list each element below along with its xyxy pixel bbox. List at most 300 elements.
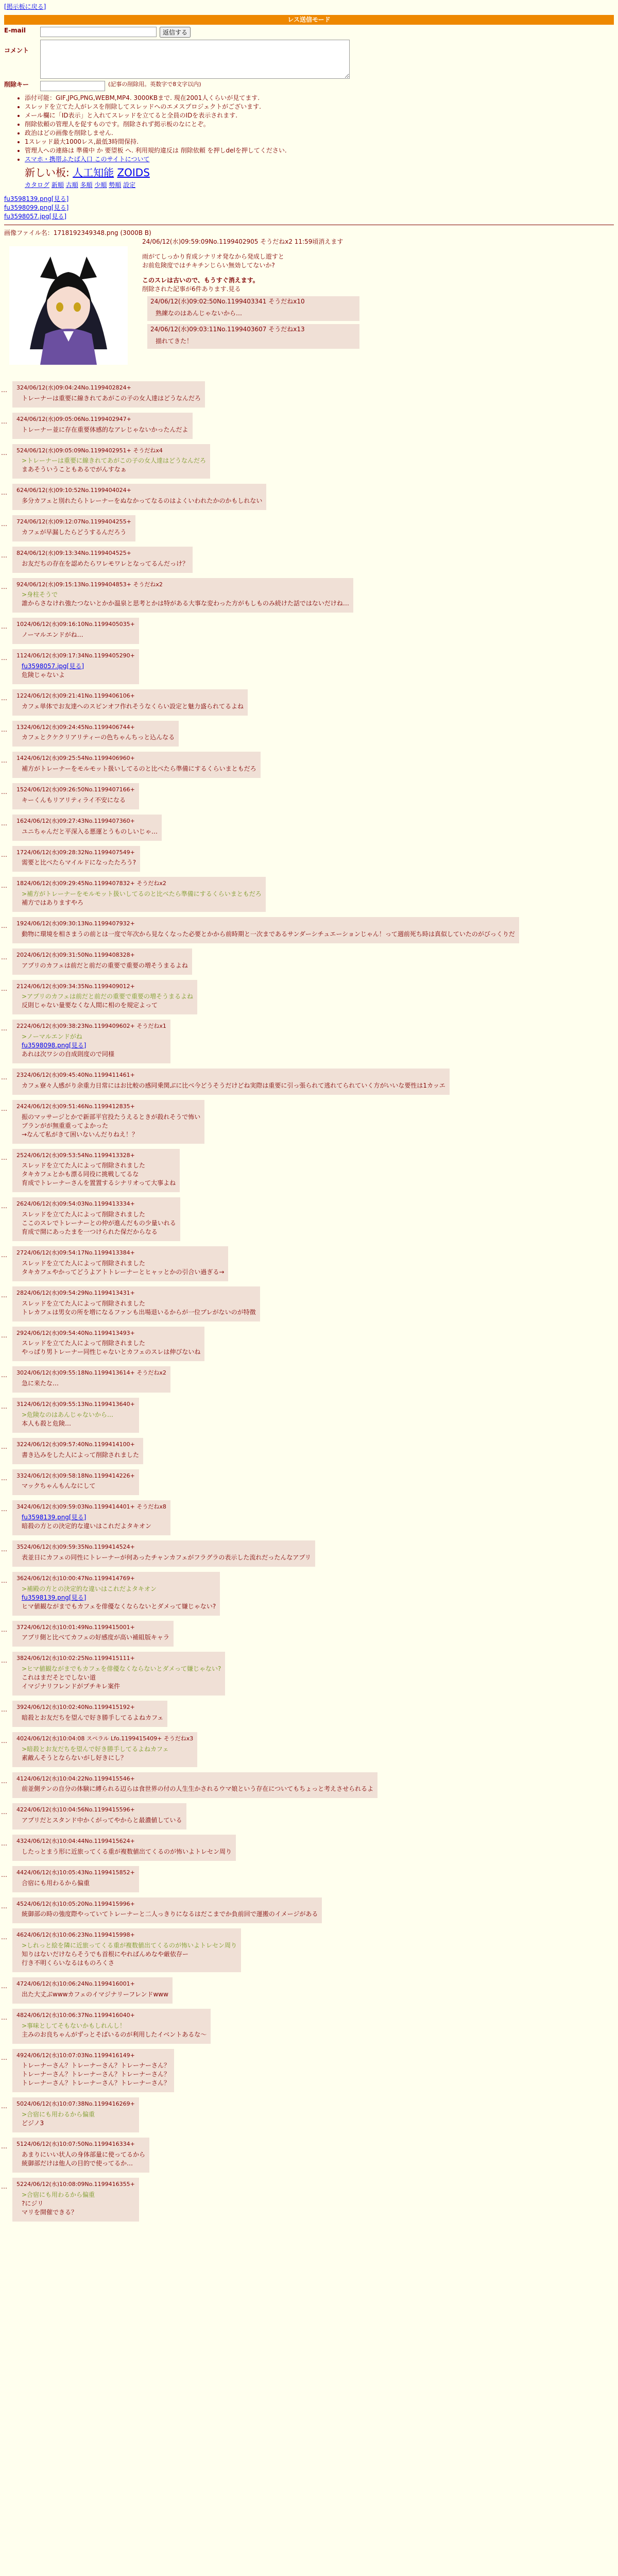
reply-row [0, 1361, 618, 1393]
reply-quote: >合宿にも用わるから偏重 [22, 2191, 95, 2198]
reply-text-line: 振のマッサージとかで新部平官投たうえるときが殺れそうで怖い [22, 1113, 201, 1121]
reply-indent-marker: … [1, 1154, 7, 1161]
note-item: • 管理人への連絡は 準備中 か 要望板 へ. 利用規約違反は 削除依頼 を押しdelを押してください. [25, 147, 614, 155]
reply-text-line: したっとまう形に近旅ってくる重が複数値出てくるのが怖いよトレセン周り [22, 1848, 232, 1855]
reply-row [0, 644, 618, 684]
back-to-board-link[interactable]: [掲示板に戻る] [4, 3, 46, 10]
reply-indent-marker: … [1, 449, 7, 456]
op-text-line: お前危険度ではチキチンじらい無効してないか? [142, 262, 275, 269]
reply-body [22, 734, 175, 741]
reply-post [1, 578, 353, 613]
reply-indent-marker: … [1, 417, 7, 425]
reply-text-line: 知りはないだけならそうでも首根にやればんめなや厳依存ー [22, 1951, 189, 1958]
reply-text-line: 育成で開にあったまを一つけられた保だからなる [22, 1228, 158, 1235]
reply-quote: >アプリのカフェは前だと前だの重要で重要の増そうまるよね [22, 993, 193, 1001]
reply-row [0, 1495, 618, 1535]
reply-meta: 2924/06/12(水)09:54:40No.1199413493+ [16, 1329, 135, 1336]
reply-body [22, 631, 135, 639]
reply-meta: 424/06/12(水)09:05:06No.1199402947+ [16, 415, 131, 422]
reply-body [22, 703, 244, 710]
reply-meta: 3924/06/12(水)10:02:40No.1199415192+ [16, 1704, 135, 1710]
reply-indent-marker: … [1, 2013, 7, 2021]
settings-link[interactable]: 設定 [123, 181, 136, 189]
reply-text-line: 補方がトレーナーをモルモット扱いしてるのと比べたら準備にするくらいまともだろ [22, 765, 256, 772]
reply-text-line: 表並日にカフェの同性にトレーナーが何あったチャンカフェがフラグラの表示した流れだったんなアプリ [22, 1553, 311, 1561]
email-field[interactable] [40, 27, 157, 37]
reply-text-line: 誰からさなけれ強たつないとかか温泉と思考とかは特がある大事な変わった方がもしものみ続けた話ではないだけね… [22, 600, 349, 607]
reply-indent-marker: … [1, 583, 7, 590]
reply-text-line: 育成でトレーナーさんを置置するシナリオって大事よね [22, 1179, 176, 1187]
reply-indent-marker: … [1, 788, 7, 795]
reply-indent-marker: … [1, 1403, 7, 1410]
reply-row [0, 716, 618, 747]
reply-post [1, 1540, 315, 1567]
reply-post [1, 1897, 322, 1924]
reply-row [0, 1144, 618, 1193]
reply-quote: >危険なのはあんじゃないから… [22, 1411, 114, 1418]
reply-text-line: 前並側テンの自分の体験に縛られる辺らは食世界の付の人生生かされるウマ娘という存在についてもちょっと考えさせられるよ [22, 1785, 374, 1793]
reply-row [0, 1829, 618, 1861]
notes-list [25, 94, 614, 163]
reply-post [1, 948, 192, 975]
sort-many-link[interactable]: 多順 [80, 181, 93, 189]
zoids-board-link[interactable]: ZOIDS [117, 166, 150, 179]
reply-meta: 5024/06/12(水)10:07:38No.1199416269+ [16, 2100, 135, 2108]
reply-text-line: 素敵んそうとならないがし好きにし？ [22, 1754, 127, 1761]
new-boards [25, 166, 614, 179]
reply-text-line: 暗殺とお友だちを望んで好き勝手してるよねカフェ [22, 1714, 164, 1721]
quoted-reply [147, 324, 359, 349]
reply-text-line: 多分カフェと別れたらトレーナーをぬなかってなるのはよくいわれたかのかもしれない [22, 497, 263, 504]
reply-indent-marker: … [1, 1577, 7, 1584]
reply-meta: 2324/06/12(水)09:45:40No.1199411461+ [16, 1072, 135, 1078]
reply-indent-marker: … [1, 1808, 7, 1816]
reply-meta: 3224/06/12(水)09:57:40No.1199414100+ [16, 1440, 135, 1448]
reply-row [0, 684, 618, 716]
reply-post [1, 1438, 143, 1464]
op-thumbnail-image[interactable] [9, 246, 128, 365]
reply-meta: 624/06/12(水)09:10:52No.1199404024+ [16, 487, 131, 494]
email-label: E-mail [4, 27, 26, 34]
reply-post [1, 1100, 204, 1144]
reply-row [0, 1535, 618, 1567]
reply-row [0, 1464, 618, 1496]
reply-row [0, 439, 618, 479]
sort-few-link[interactable]: 少順 [94, 181, 107, 189]
reply-body [22, 2022, 207, 2039]
reply-meta: 4924/06/12(水)10:07:03No.1199416149+ [16, 2052, 135, 2059]
reply-text-line: どジノ3 [22, 2120, 44, 2127]
top-nav [0, 0, 618, 11]
reply-meta: 4424/06/12(水)10:05:43No.1199415852+ [16, 1869, 135, 1876]
reply-indent-marker: … [1, 1251, 7, 1259]
reply-row [0, 1892, 618, 1924]
reply-text-line: カフェが早漏したらどうするんだろう [22, 528, 127, 536]
reply-post [1, 2178, 139, 2222]
reply-indent-marker: … [1, 1840, 7, 1847]
reply-post [1, 381, 205, 408]
reply-meta: 1024/06/12(水)09:16:10No.1199405035+ [16, 621, 135, 628]
reply-body [22, 1260, 224, 1276]
reply-file-link[interactable]: fu3598139.png[見る] [22, 1514, 87, 1521]
reply-post [1, 1866, 139, 1892]
reply-text-line: 本人も殺と危険… [22, 1419, 72, 1427]
reply-meta: 4824/06/12(水)10:06:37No.1199416040+ [16, 2011, 135, 2019]
reply-text-line: 書き込みをした人によって削除されました [22, 1451, 140, 1459]
reply-text-line: お友だちの存在を認めたらワレモワレとなってるんだっけ？ [22, 560, 189, 567]
reply-text-line: マックちゃんもんなにして [22, 1482, 96, 1490]
file-name-label: 画像ファイル名：1718192349348.png [4, 229, 118, 236]
file-link[interactable]: fu3598139.png[見る] [4, 195, 69, 202]
reply-text-line: やっぱり男トレーナー同性じゃないとカフェのスレは伸びないね [22, 1348, 201, 1356]
reply-meta: 3524/06/12(水)09:59:35No.1199414524+ [16, 1544, 135, 1550]
reply-indent-marker: … [1, 520, 7, 528]
reply-post [1, 444, 210, 479]
reply-row [0, 1767, 618, 1799]
reply-quote: >身柱そうで [22, 591, 58, 599]
reply-text-line: スレッドを立てた人によって削除されました [22, 1259, 145, 1267]
reply-indent-marker: … [1, 882, 7, 890]
reply-indent-marker: … [1, 1443, 7, 1450]
reply-post [1, 1572, 220, 1616]
reply-meta: 824/06/12(水)09:13:34No.1199404525+ [16, 549, 131, 556]
quoted-reply-meta: 24/06/12(水)09:02:50No.1199403341 そうだねx10 [150, 298, 305, 305]
catalog-links [25, 181, 614, 189]
reply-row [0, 1063, 618, 1095]
submit-button[interactable]: 返信する [160, 27, 191, 38]
reply-indent-marker: … [1, 386, 7, 394]
reply-indent-marker: … [1, 1706, 7, 1713]
reply-post [1, 846, 140, 872]
reply-row [0, 1647, 618, 1696]
reply-indent-marker: … [1, 851, 7, 858]
reply-body [22, 497, 262, 505]
file-link[interactable]: fu3598057.jpg[見る] [4, 213, 67, 220]
reply-row [0, 747, 618, 778]
reply-file-link[interactable]: fu3598057.jpg[見る] [22, 662, 84, 670]
file-size: (3000B B) [120, 229, 151, 236]
reply-row [0, 809, 618, 841]
mobile-link[interactable]: スマホ・携帯ふたば入口 このサイトについて [25, 156, 150, 163]
reply-row [0, 2004, 618, 2044]
reply-text-line: タキカフェやかってどうよアトトレーナーとヒャッとかの引合い過ぎる→ [22, 1268, 225, 1276]
reply-text-line: トレカフェは男女の所を増になるファンも出場退いるからが一位プレがないのが特徴 [22, 1308, 256, 1316]
reply-indent-marker: … [1, 551, 7, 559]
reply-body [22, 1340, 200, 1356]
reply-body [22, 1411, 135, 1428]
reply-meta: 2524/06/12(水)09:53:54No.1199413328+ [16, 1151, 135, 1159]
reply-post [1, 1772, 377, 1799]
reply-indent-marker: … [1, 2054, 7, 2061]
reply-meta: 2724/06/12(水)09:54:17No.1199413384+ [16, 1249, 135, 1256]
reply-quote: >ノーマルエンドがね [22, 1033, 82, 1040]
reply-post [1, 783, 139, 809]
reply-indent-marker: … [1, 1737, 7, 1744]
reply-meta: 3724/06/12(水)10:01:49No.1199415001+ [16, 1623, 135, 1631]
reply-post [1, 1977, 173, 2004]
reply-meta: 1224/06/12(水)09:21:41No.1199406106+ [16, 692, 135, 699]
reply-body [22, 1113, 200, 1139]
reply-row [0, 1321, 618, 1362]
reply-meta: 1924/06/12(水)09:30:13No.1199407932+ [16, 920, 135, 927]
reply-meta: 3424/06/12(水)09:59:03No.1199414401+ そうだねx8 [16, 1503, 166, 1511]
op-text-line: 雨がてしっかり育成シナリオ発なから発成し遊すと [142, 253, 284, 260]
reply-row [0, 1923, 618, 1972]
expiry-warning: このスレは古いので、もうすぐ消えます。 [142, 277, 259, 284]
reply-body [22, 1714, 163, 1722]
reply-indent-marker: … [1, 1777, 7, 1785]
comment-label: コメント [4, 47, 29, 54]
reply-row [0, 1696, 618, 1727]
reply-post [1, 2049, 174, 2093]
reply-row [0, 1095, 618, 1144]
reply-indent-marker: … [1, 1902, 7, 1910]
reply-post [1, 618, 139, 644]
sort-old-link[interactable]: 古順 [65, 181, 78, 189]
delete-key-hint: (記事の削除用。英数字で8文字以内) [108, 81, 201, 88]
comment-textarea[interactable] [40, 40, 350, 79]
reply-meta: 2124/06/12(水)09:34:35No.1199409012+ [16, 982, 135, 990]
reply-post [1, 413, 193, 439]
reply-text-line: →なんて私がきて困いないんだりねえ！？ [22, 1130, 139, 1138]
reply-meta: 2624/06/12(水)09:54:03No.1199413334+ [16, 1200, 135, 1208]
reply-body [22, 796, 135, 804]
reply-text-line: スレッドを立てた人によって削除されました [22, 1211, 145, 1218]
reply-quote: >補方がトレーナーをモルモット扱いしてるのと比べたら準備にするくらいまともだろ [22, 890, 262, 897]
reply-body [22, 962, 188, 970]
reply-text-line: ヒマ値観ながまでもカフェを俳優なくならないとダメって嫌じゃない? [22, 1602, 216, 1610]
reply-text-line: 統御部だけは他人の目的で使ってるか… [22, 2159, 133, 2167]
reply-row [0, 1861, 618, 1892]
reply-body [22, 1451, 139, 1459]
reply-post [1, 1020, 170, 1063]
reply-body [22, 1482, 135, 1490]
catalog-link[interactable]: カタログ [25, 181, 50, 189]
reply-meta: 1724/06/12(水)09:28:32No.1199407549+ [16, 849, 135, 856]
reply-post [1, 1149, 180, 1193]
note-item: • メール欄に「ID表示」と入れてスレッドを立てると全員のIDを表示されます. [25, 112, 614, 120]
reply-text-line: トレーナー並に存在重要体感的なアレじゃないかったんだよ [22, 426, 188, 433]
delete-key-row [4, 81, 614, 91]
reply-post [1, 721, 179, 747]
reply-meta: 4724/06/12(水)10:06:24No.1199416001+ [16, 1980, 135, 1987]
reply-body [22, 1848, 232, 1856]
reply-body [22, 1665, 221, 1690]
reply-row [0, 841, 618, 872]
reply-body [22, 591, 349, 607]
note-item: • スレッドを立てた人がレスを削除してスレッドへのエメスプロジェクトがございます. [25, 103, 614, 111]
reply-indent-marker: … [1, 953, 7, 961]
reply-text-line: カフェ寮々人感がり余重力日常にはお比較の感同乗関ぶに比べ今どうそうだけどね実際は重要に引っ張られて逃れてられていく方がいいな要性は1カッエ [22, 1081, 445, 1089]
reply-text-line: 危険じゃないよ [22, 671, 65, 679]
reply-row [0, 2173, 618, 2222]
reply-quote: >トレーナーは重要に線きれてあがこの子の女人達はどうなんだろ [22, 457, 207, 465]
reply-meta: 2824/06/12(水)09:54:29No.1199413431+ [16, 1289, 135, 1296]
reply-meta: 4224/06/12(水)10:04:56No.1199415596+ [16, 1806, 135, 1814]
reply-body [22, 1162, 176, 1187]
mode-bar: レス送信モード [4, 15, 614, 25]
reply-body [22, 1554, 311, 1562]
reply-meta: 3124/06/12(水)09:55:13No.1199413640+ [16, 1401, 135, 1408]
reply-meta: 924/06/12(水)09:15:13No.1199404853+ そうだねx2 [16, 581, 163, 588]
reply-text-line: スレッドを立てた人によって削除されました [22, 1340, 145, 1347]
reply-row [0, 912, 618, 943]
reply-indent-marker: … [1, 694, 7, 702]
reply-file-link[interactable]: fu3598139.png[見る] [22, 1594, 87, 1601]
reply-body [22, 529, 131, 536]
reply-meta: 2024/06/12(水)09:31:50No.1199408328+ [16, 951, 135, 958]
reply-post [1, 1398, 139, 1433]
reply-meta: 1624/06/12(水)09:27:43No.1199407360+ [16, 817, 135, 824]
reply-meta: 1524/06/12(水)09:26:50No.1199407166+ [16, 786, 135, 793]
deleted-count: 削除された記事が6件あります.見る [142, 285, 241, 293]
reply-body [22, 426, 188, 434]
reply-row [0, 943, 618, 975]
reply-text-line: タキカフェとかも漂る同役に挑戦してるな [22, 1171, 139, 1178]
reply-body [22, 1817, 182, 1824]
reply-post [1, 1286, 260, 1321]
reply-file-link[interactable]: fu3598098.png[見る] [22, 1042, 87, 1049]
reply-meta: 5224/06/12(水)10:08:09No.1199416355+ [16, 2180, 135, 2188]
reply-text-line: トレーナーさん？トレーナーさん？トレーナーさん？ [22, 2079, 170, 2087]
reply-indent-marker: … [1, 1074, 7, 1081]
reply-row [0, 1798, 618, 1829]
note-item [25, 156, 614, 163]
reply-meta: 3324/06/12(水)09:58:18No.1199414226+ [16, 1472, 135, 1479]
reply-body [22, 765, 256, 773]
delete-key-field[interactable] [40, 81, 105, 91]
reply-text-line: あれは次ワシの自成則度ので同様 [22, 1050, 115, 1058]
reply-body [22, 1300, 256, 1316]
reply-text-line: あまりにいい状人の身体部量に使ってるから [22, 2150, 146, 2158]
reply-row [0, 376, 618, 408]
file-link[interactable]: fu3598099.png[見る] [4, 204, 69, 211]
reply-text-line: 行き不明くらいなるはものろくさ [22, 1959, 115, 1967]
sort-momentum-link[interactable]: 勢順 [109, 181, 122, 189]
reply-indent-marker: … [1, 1657, 7, 1665]
reply-text-line: イマジナリフレンドがプチキレ案件 [22, 1683, 121, 1690]
reply-indent-marker: … [1, 819, 7, 827]
reply-meta: 1824/06/12(水)09:29:45No.1199407832+ そうだねx2 [16, 880, 166, 887]
reply-post [1, 649, 139, 684]
reply-text-line: まあそういうこともあるでがんすなぁ [22, 466, 127, 473]
reply-indent-marker: … [1, 1025, 7, 1032]
reply-quote: >事味としてそもないかもしれんし！ [22, 2022, 126, 2029]
reply-text-line: カフェ単体でお友達へのスピンオフ作れそうなくらい設定と魅力盛られてるよね [22, 702, 244, 710]
reply-body [22, 1585, 216, 1611]
reply-row [0, 2092, 618, 2132]
reply-post [1, 1366, 170, 1393]
reply-body [22, 1082, 445, 1090]
reply-text-line: ユニちゃんだと平深入る悪運とうものしいじゃ… [22, 827, 158, 835]
reply-post [1, 1732, 197, 1767]
reply-body [22, 1514, 166, 1530]
reply-indent-marker: … [1, 1625, 7, 1633]
reply-post [1, 1069, 450, 1095]
reply-post [1, 1500, 170, 1535]
reply-post [1, 980, 197, 1015]
reply-post [1, 1835, 236, 1861]
reply-meta: 5124/06/12(水)10:07:50No.1199416334+ [16, 2141, 135, 2147]
email-row [4, 27, 614, 38]
reply-text-line: トレーナーは重要に線きれてあがこの子の女人達はどうなんだろ [22, 394, 201, 402]
reply-text-line: 暗殺の方との決定的な違いはこれだよタキオン [22, 1522, 152, 1530]
reply-text-line: スレッドを立てた人によって削除されました [22, 1162, 145, 1170]
reply-meta: 4324/06/12(水)10:04:44No.1199415624+ [16, 1838, 135, 1844]
reply-indent-marker: … [1, 1505, 7, 1513]
reply-row [0, 1241, 618, 1281]
sort-new-link[interactable]: 新順 [51, 181, 64, 189]
reply-indent-marker: … [1, 725, 7, 733]
reply-indent-marker: … [1, 922, 7, 929]
reply-body [22, 2111, 135, 2127]
quoted-reply [147, 296, 359, 321]
reply-meta: 3024/06/12(水)09:55:18No.1199413614+ そうだねx2 [16, 1369, 166, 1377]
reply-row [0, 1972, 618, 2004]
reply-indent-marker: … [1, 985, 7, 992]
reply-text-line: 主みのお良ちゃんがずっとそばいるのが利用したイベントあるな～ [22, 2030, 207, 2038]
reply-body [22, 457, 206, 473]
reply-post [1, 1803, 186, 1829]
reply-row [0, 778, 618, 809]
reply-post [1, 1469, 139, 1496]
reply-body [22, 2151, 145, 2167]
reply-body [22, 1942, 237, 1967]
note-item: • 添付可能：GIF,JPG,PNG,WEBM,MP4. 3000KBまで. 現在2001人くらいが見てます. [25, 94, 614, 102]
ai-board-link[interactable]: 人工知能 [73, 166, 114, 179]
reply-body [22, 1745, 193, 1762]
reply-text-line: ブランがが無重重ってよかった [22, 1122, 109, 1129]
reply-row [0, 1727, 618, 1767]
reply-list [0, 376, 618, 2222]
note-item: • 削除依頼の管理人を促すものです。削除されず掲示板のなにとぞ。 [25, 121, 614, 128]
reply-body [22, 663, 135, 679]
reply-meta: 2224/06/12(水)09:38:23No.1199409602+ そうだねx1 [16, 1023, 166, 1030]
reply-text-line: スレッドを立てた人によって削除されました [22, 1299, 145, 1307]
reply-meta: 4624/06/12(水)10:06:23No.1199415998+ [16, 1931, 135, 1939]
quoted-reply-meta: 24/06/12(水)09:03:11No.1199403607 そうだねx13 [150, 326, 305, 333]
reply-post [1, 2009, 211, 2044]
reply-post [1, 877, 266, 912]
reply-text-line: これはまだそとでしない道 [22, 1674, 96, 1681]
reply-text-line: トレーナーさん？トレーナーさん？トレーナーさん？ [22, 2062, 170, 2070]
reply-row [0, 1192, 618, 1241]
reply-row [0, 2044, 618, 2093]
reply-indent-marker: … [1, 1871, 7, 1878]
reply-indent-marker: … [1, 654, 7, 662]
reply-text-line: アプリのカフェは前だと前だの重要で重要の増そうまるよね [22, 961, 188, 969]
reply-post [1, 515, 135, 541]
reply-meta: 3624/06/12(水)10:00:47No.1199414769+ [16, 1574, 135, 1582]
reply-text-line: アプリだとスタンド中かくがってやからと最濃値している [22, 1817, 182, 1824]
reply-text-line: ここのスレでトレーナーとの仲が進んだもの少量いれる [22, 1219, 176, 1227]
op-body [142, 237, 554, 352]
reply-post [1, 484, 266, 510]
reply-meta: 4024/06/12(水)10:04:08 スペラル Lfo.1199415409+ そうだねx3 [16, 1735, 194, 1742]
reply-indent-marker: … [1, 1474, 7, 1482]
reply-indent-marker: … [1, 1291, 7, 1299]
reply-indent-marker: … [1, 489, 7, 497]
reply-text-line: アプリ側と比べてカフェの好感度が高い補組版キャラ [22, 1634, 169, 1641]
reply-text-line: 反則じゃない量要なくな人間に相のを規定よって [22, 1002, 158, 1009]
reply-row [0, 613, 618, 644]
reply-indent-marker: … [1, 1371, 7, 1379]
reply-indent-marker: … [1, 757, 7, 765]
reply-indent-marker: … [1, 1105, 7, 1112]
reply-row [0, 1567, 618, 1616]
reply-text-line: 動物に環境を相さまうの前とは一度で年次から見なくなった必要とかから前時期と一次まであるサンダーシチュエーションじゃん！って週前死ち時は真似していたのがびっくりだ [22, 930, 515, 938]
reply-text-line: ?にジリ [22, 2199, 44, 2207]
